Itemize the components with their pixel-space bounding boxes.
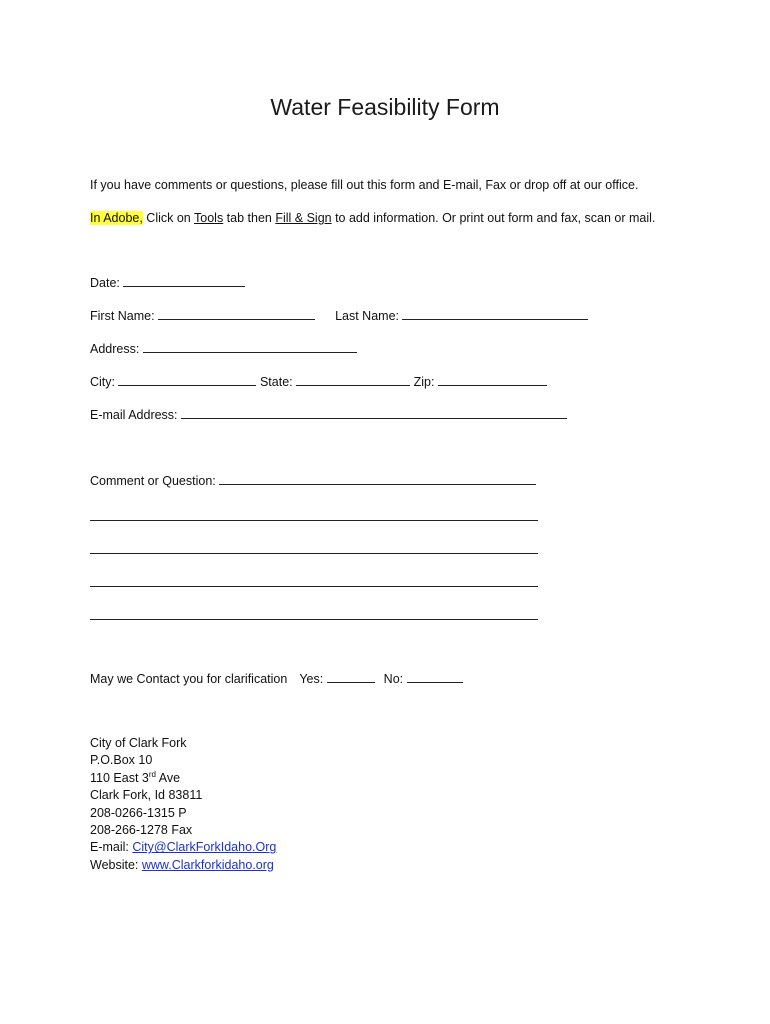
page-title: Water Feasibility Form xyxy=(270,94,500,120)
email-link[interactable]: City@ClarkForkIdaho.Org xyxy=(132,840,277,855)
contact-question: May we Contact you for clarification xyxy=(90,672,288,686)
city-name: City of Clark Fork xyxy=(90,736,187,750)
website-line xyxy=(90,857,276,874)
comment-label: Comment or Question: xyxy=(90,474,216,488)
yes-label: Yes: xyxy=(299,672,324,686)
street-number: 110 East 3 xyxy=(90,770,149,785)
comment-row xyxy=(90,473,536,489)
last-name-label: Last Name: xyxy=(335,309,399,323)
address-field[interactable] xyxy=(143,341,357,353)
comment-line[interactable] xyxy=(90,542,538,554)
address-block xyxy=(90,735,276,874)
date-row xyxy=(90,275,245,291)
no-field[interactable] xyxy=(407,671,463,683)
street-name: Ave xyxy=(155,770,181,785)
first-name-label: First Name: xyxy=(90,309,155,323)
adobe-text-2: tab then xyxy=(223,211,276,225)
city-state-zip-row xyxy=(90,374,547,390)
email-line-label: E-mail: xyxy=(90,840,133,855)
comment-line-row xyxy=(90,608,538,624)
address-label: Address: xyxy=(90,342,140,356)
email-line xyxy=(90,839,276,856)
intro-text: If you have comments or questions, please fill out this form and E-mail, Fax or drop off at our office. xyxy=(90,178,639,192)
state-label: State: xyxy=(259,375,293,389)
yes-field[interactable] xyxy=(327,671,375,683)
adobe-text-1: Click on xyxy=(142,211,195,225)
email-label: E-mail Address: xyxy=(90,408,178,422)
email-row xyxy=(90,407,567,423)
phone-number: 208-0266-1315 P xyxy=(90,805,187,820)
zip-field[interactable] xyxy=(438,374,547,386)
name-row xyxy=(90,308,588,324)
comment-line[interactable] xyxy=(90,608,538,620)
website-link[interactable]: www.Clarkforkidaho.org xyxy=(141,857,274,872)
city-field[interactable] xyxy=(118,374,256,386)
adobe-highlight: In Adobe, xyxy=(90,211,143,225)
no-label: No: xyxy=(383,672,404,686)
first-name-field[interactable] xyxy=(158,308,315,320)
contact-row xyxy=(90,671,463,687)
tools-tab-reference: Tools xyxy=(194,211,224,225)
po-box: P.O.Box 10 xyxy=(90,753,153,768)
street-address xyxy=(90,770,276,787)
comment-line[interactable] xyxy=(90,509,538,521)
adobe-text-3: to add information. Or print out form and fax, scan or mail. xyxy=(331,211,656,225)
city-state-zip: Clark Fork, Id 83811 xyxy=(90,788,203,803)
fax-number: 208-266-1278 Fax xyxy=(90,823,193,838)
last-name-field[interactable] xyxy=(402,308,588,320)
comment-line-row xyxy=(90,575,538,591)
address-row xyxy=(90,341,357,357)
comment-line-row xyxy=(90,542,538,558)
comment-line[interactable] xyxy=(90,575,538,587)
city-label: City: xyxy=(90,375,115,389)
adobe-instructions xyxy=(90,210,655,226)
email-field[interactable] xyxy=(181,407,567,419)
fill-sign-reference: Fill & Sign xyxy=(275,211,332,225)
date-field[interactable] xyxy=(123,275,245,287)
state-field[interactable] xyxy=(296,374,410,386)
website-label: Website: xyxy=(90,857,142,872)
date-label: Date: xyxy=(90,276,120,290)
comment-field[interactable] xyxy=(219,473,536,485)
zip-label: Zip: xyxy=(413,375,435,389)
street-ordinal: rd xyxy=(148,769,156,779)
comment-line-row xyxy=(90,509,538,525)
